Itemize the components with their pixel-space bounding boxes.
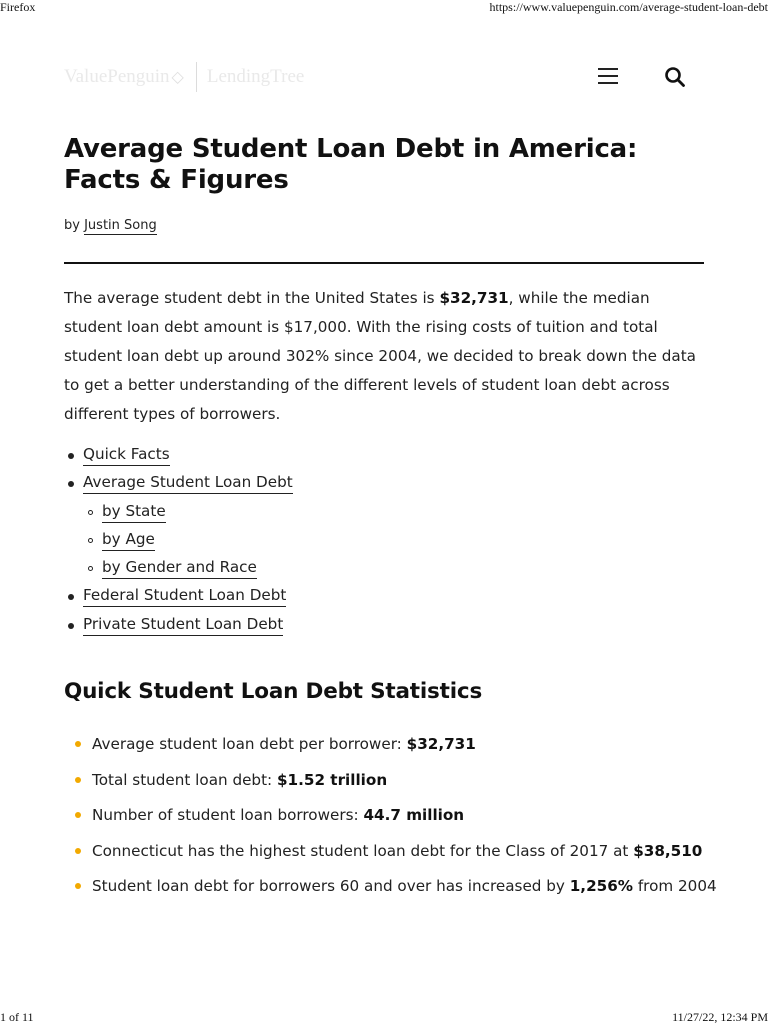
- stat-item: [64, 801, 724, 837]
- stat-item: [64, 730, 724, 766]
- toc-link-by-age[interactable]: by Age: [102, 530, 155, 551]
- title-divider: [64, 262, 704, 264]
- stat-text: Student loan debt for borrowers 60 and over has increased by: [92, 877, 570, 895]
- stat-text: Average student loan debt per borrower:: [92, 735, 407, 753]
- site-logo[interactable]: [64, 62, 304, 92]
- toc-link-federal-debt[interactable]: Federal Student Loan Debt: [83, 586, 286, 607]
- toc-item: [64, 610, 704, 638]
- intro-text-after: , while the median student loan debt amount is $17,000. With the rising costs of tuition and total student loan debt up around 302% since 2004, we decided to break down the data to get a better understanding of the different levels of student loan debt across different types of borrowers.: [64, 289, 696, 423]
- byline: [64, 218, 157, 233]
- print-footer: [0, 1010, 768, 1024]
- print-footer-page: 1 of 11: [0, 1010, 34, 1024]
- logo-valuepenguin: ValuePenguin: [64, 66, 170, 87]
- toc-item: [64, 497, 704, 525]
- author-link[interactable]: Justin Song: [84, 218, 157, 233]
- print-footer-datetime: 11/27/22, 12:34 PM: [672, 1010, 768, 1024]
- bullet-icon: [68, 594, 74, 600]
- site-header: [64, 58, 704, 98]
- toc-link-by-state[interactable]: by State: [102, 502, 166, 523]
- yellow-bullet-icon: [75, 812, 81, 818]
- intro-text-before: The average student debt in the United States is: [64, 289, 440, 307]
- page-title: Average Student Loan Debt in America: Facts & Figures: [64, 134, 638, 195]
- bullet-icon: [68, 623, 74, 629]
- table-of-contents: [64, 440, 704, 638]
- byline-prefix: by: [64, 218, 80, 233]
- penguin-logo-icon: ◇: [171, 69, 184, 86]
- toc-item: [64, 468, 704, 496]
- stat-item: [64, 872, 724, 908]
- toc-item: [64, 525, 704, 553]
- print-header-app: Firefox: [0, 0, 36, 14]
- yellow-bullet-icon: [75, 883, 81, 889]
- stat-item: [64, 766, 724, 802]
- toc-item: [64, 440, 704, 468]
- stat-text: Total student loan debt:: [92, 770, 277, 789]
- yellow-bullet-icon: [75, 741, 81, 747]
- bullet-icon: [68, 453, 74, 459]
- toc-link-quick-facts[interactable]: Quick Facts: [83, 445, 170, 466]
- toc-item: [64, 581, 704, 609]
- stat-text: Connecticut has the highest student loan debt for the Class of 2017 at: [92, 841, 634, 860]
- stat-text: Number of student loan borrowers:: [92, 806, 364, 824]
- hollow-bullet-icon: [88, 566, 93, 571]
- hollow-bullet-icon: [88, 510, 93, 515]
- intro-average-debt: $32,731: [439, 289, 509, 307]
- hollow-bullet-icon: [88, 538, 93, 543]
- stat-value: 44.7 million: [363, 806, 465, 824]
- print-header: [0, 0, 768, 14]
- stat-text-after: from 2004: [633, 877, 717, 895]
- stat-value: $32,731: [406, 735, 476, 753]
- intro-paragraph: [64, 284, 704, 429]
- bullet-icon: [68, 481, 74, 487]
- stat-value: $38,510: [633, 841, 703, 860]
- stat-item: [64, 837, 724, 873]
- print-header-url: https://www.valuepenguin.com/average-student-loan-debt: [489, 0, 768, 14]
- toc-link-average-debt[interactable]: Average Student Loan Debt: [83, 473, 293, 494]
- toc-link-private-debt[interactable]: Private Student Loan Debt: [83, 615, 283, 636]
- hamburger-icon[interactable]: [598, 68, 618, 84]
- stat-value: 1,256%: [569, 877, 633, 895]
- yellow-bullet-icon: [75, 777, 81, 783]
- toc-item: [64, 553, 704, 581]
- section-heading-quick-stats: Quick Student Loan Debt Statistics: [64, 679, 483, 704]
- logo-divider: [196, 62, 197, 92]
- search-icon[interactable]: [664, 66, 686, 88]
- stat-value: $1.52 trillion: [276, 770, 388, 789]
- logo-lendingtree: LendingTree: [206, 66, 305, 87]
- quick-stats-list: [64, 730, 724, 908]
- yellow-bullet-icon: [75, 848, 81, 854]
- toc-link-by-gender-race[interactable]: by Gender and Race: [102, 558, 257, 579]
